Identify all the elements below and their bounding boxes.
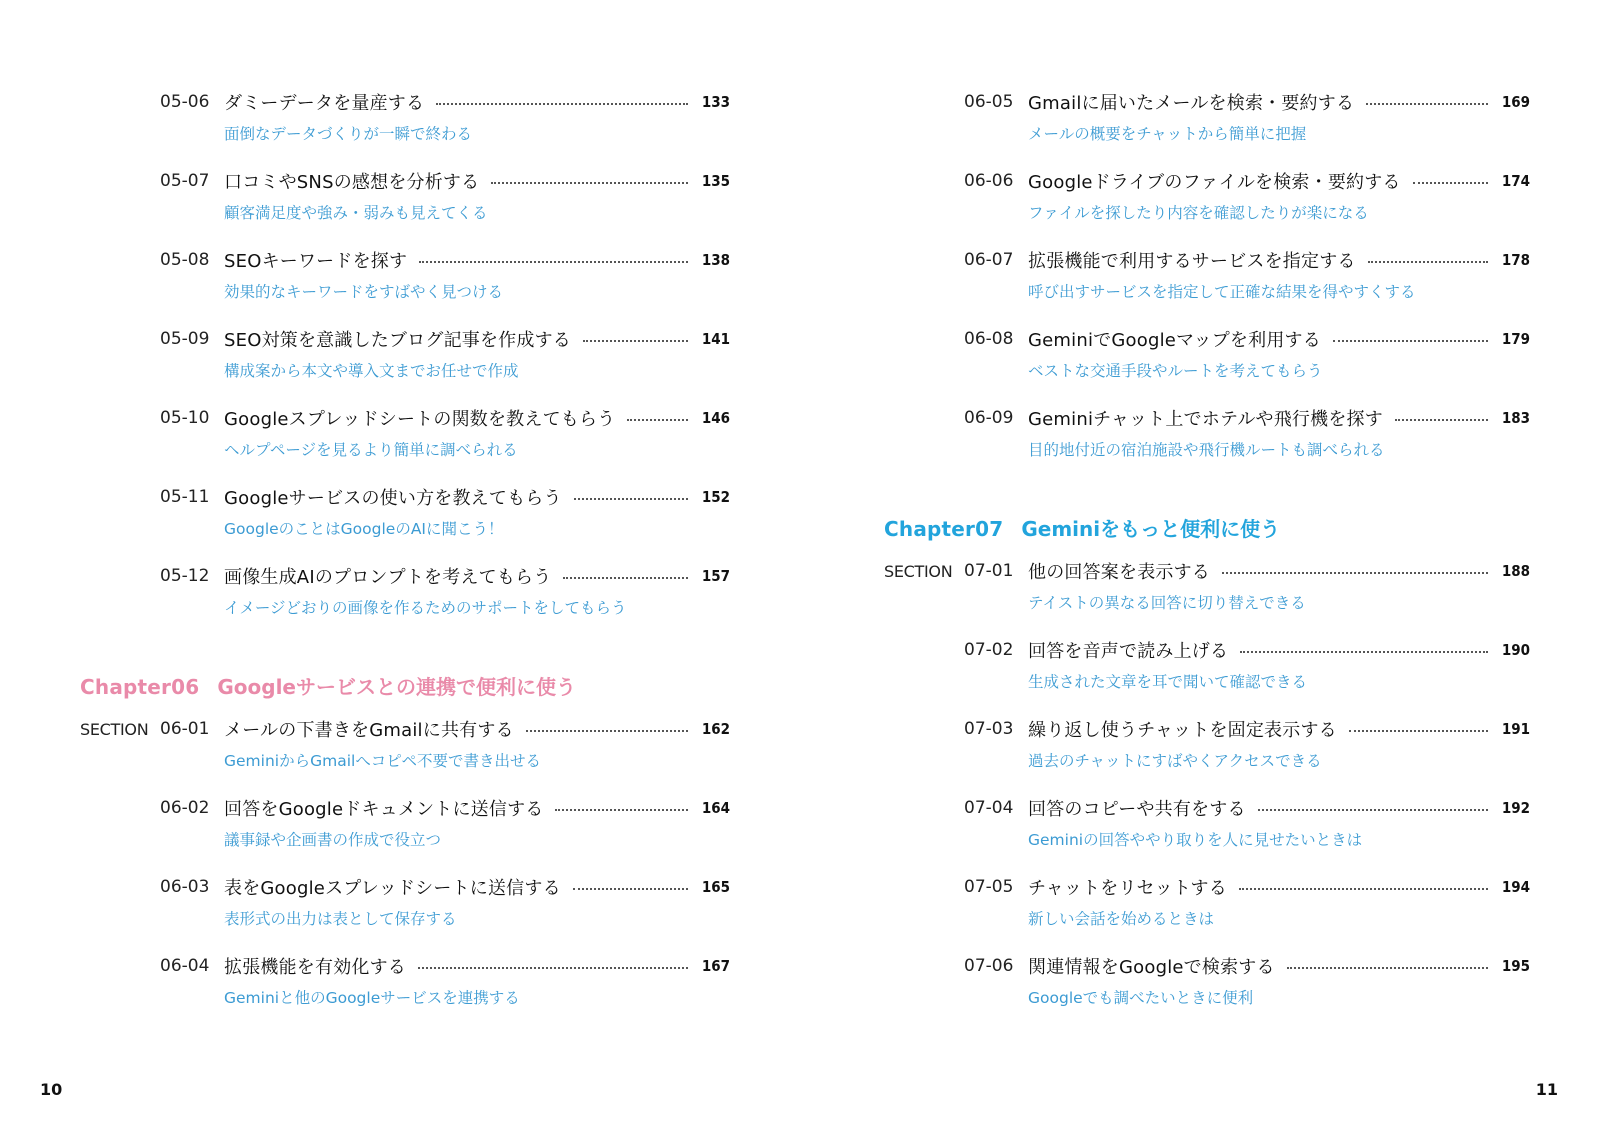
toc-entry-line xyxy=(884,557,1530,585)
section-subtitle: GoogleのことはGoogleのAIに聞こう！ xyxy=(224,520,504,538)
toc-entry xyxy=(80,325,730,404)
section-subtitle: 面倒なデータづくりが一瞬で終わる xyxy=(224,125,473,143)
page-reference: 162 xyxy=(701,720,730,738)
toc-entry-line xyxy=(80,715,730,743)
toc-entry xyxy=(80,873,730,952)
toc-entry xyxy=(884,636,1530,715)
section-subtitle: ベストな交通手段やルートを考えてもらう xyxy=(1028,362,1323,380)
page-reference: 192 xyxy=(1501,799,1530,817)
section-number: 07-06 xyxy=(964,956,1014,976)
toc-list-bottom xyxy=(80,715,730,1031)
section-title: 画像生成AIのプロンプトを考えてもらう xyxy=(224,567,552,588)
dot-leader xyxy=(1333,338,1488,342)
toc-entry xyxy=(884,404,1530,483)
toc-column-left xyxy=(80,88,730,1031)
page-reference: 164 xyxy=(701,799,730,817)
toc-entry-line xyxy=(80,325,730,353)
toc-entry-line xyxy=(884,952,1530,980)
toc-entry xyxy=(80,794,730,873)
chapter-title: Googleサービスとの連携で便利に使う xyxy=(217,675,576,699)
section-subtitle: Googleでも調べたいときに便利 xyxy=(1028,989,1254,1007)
page-reference: 179 xyxy=(1501,330,1530,348)
page-reference: 188 xyxy=(1501,562,1530,580)
dot-leader xyxy=(419,259,688,263)
toc-entry xyxy=(884,167,1530,246)
page-reference: 133 xyxy=(701,93,730,111)
page-number: 11 xyxy=(1535,1080,1558,1099)
page-reference: 183 xyxy=(1501,409,1530,427)
toc-list-top xyxy=(884,88,1530,483)
toc-entry xyxy=(884,794,1530,873)
section-title: Googleスプレッドシートの関数を教えてもらう xyxy=(224,409,616,430)
toc-entry xyxy=(884,715,1530,794)
toc-entry xyxy=(80,88,730,167)
toc-entry xyxy=(80,483,730,562)
dot-leader xyxy=(1368,259,1488,263)
dot-leader xyxy=(583,338,688,342)
dot-leader xyxy=(526,728,688,732)
toc-entry-line xyxy=(80,88,730,116)
toc-entry xyxy=(80,246,730,325)
dot-leader xyxy=(1349,728,1488,732)
section-number: 05-10 xyxy=(160,408,210,428)
section-number: 05-11 xyxy=(160,487,210,507)
dot-leader xyxy=(563,575,688,579)
toc-entry xyxy=(80,715,730,794)
page-reference: 152 xyxy=(701,488,730,506)
page-reference: 178 xyxy=(1501,251,1530,269)
page-reference: 141 xyxy=(701,330,730,348)
section-number: 06-03 xyxy=(160,877,210,897)
chapter-label: Chapter07 xyxy=(884,517,1004,541)
section-title: 繰り返し使うチャットを固定表示する xyxy=(1028,720,1337,741)
section-number: 06-06 xyxy=(964,171,1014,191)
dot-leader xyxy=(491,180,688,184)
dot-leader xyxy=(555,807,688,811)
section-subtitle: Geminiの回答ややり取りを人に見せたいときは xyxy=(1028,831,1363,849)
section-title: 回答をGoogleドキュメントに送信する xyxy=(224,799,544,820)
section-subtitle: イメージどおりの画像を作るためのサポートをしてもらう xyxy=(224,599,627,617)
section-title: メールの下書きをGmailに共有する xyxy=(224,720,514,741)
page-reference: 190 xyxy=(1501,641,1530,659)
section-number: 07-03 xyxy=(964,719,1014,739)
toc-entry-line xyxy=(80,246,730,274)
toc-entry-line xyxy=(80,873,730,901)
dot-leader xyxy=(1222,570,1488,574)
section-subtitle: ヘルプページを見るより簡単に調べられる xyxy=(224,441,518,459)
section-prefix: SECTION xyxy=(80,719,149,739)
dot-leader xyxy=(1287,965,1488,969)
dot-leader xyxy=(1366,101,1488,105)
section-prefix: SECTION xyxy=(884,561,953,581)
section-subtitle: メールの概要をチャットから簡単に把握 xyxy=(1028,125,1307,143)
section-title: 回答のコピーや共有をする xyxy=(1028,799,1246,820)
toc-entry-line xyxy=(80,483,730,511)
toc-entry-line xyxy=(80,404,730,432)
page-reference: 167 xyxy=(701,957,730,975)
section-subtitle: ファイルを探したり内容を確認したりが楽になる xyxy=(1028,204,1369,222)
section-number: 06-07 xyxy=(964,250,1014,270)
section-subtitle: 議事録や企画書の作成で役立つ xyxy=(224,831,442,849)
section-number: 05-08 xyxy=(160,250,210,270)
section-number: 07-05 xyxy=(964,877,1014,897)
section-title: 関連情報をGoogleで検索する xyxy=(1028,957,1275,978)
page-reference: 165 xyxy=(701,878,730,896)
section-title: Geminiチャット上でホテルや飛行機を探す xyxy=(1028,409,1383,430)
toc-entry xyxy=(80,562,730,641)
dot-leader xyxy=(418,965,688,969)
section-number: 06-08 xyxy=(964,329,1014,349)
toc-entry-line xyxy=(884,404,1530,432)
toc-list-bottom xyxy=(884,557,1530,1031)
toc-entry-line xyxy=(80,167,730,195)
section-number: 06-01 xyxy=(160,719,210,739)
toc-entry-line xyxy=(884,794,1530,822)
section-title: 口コミやSNSの感想を分析する xyxy=(224,172,480,193)
section-title: 拡張機能を有効化する xyxy=(224,957,406,978)
section-title: 表をGoogleスプレッドシートに送信する xyxy=(224,878,561,899)
section-subtitle: 過去のチャットにすばやくアクセスできる xyxy=(1028,752,1322,770)
chapter-title: Geminiをもっと便利に使う xyxy=(1021,517,1281,541)
toc-entry-line xyxy=(884,88,1530,116)
page-reference: 195 xyxy=(1501,957,1530,975)
right-page xyxy=(800,0,1600,1135)
dot-leader xyxy=(1258,807,1488,811)
toc-entry xyxy=(884,952,1530,1031)
section-number: 06-09 xyxy=(964,408,1014,428)
section-subtitle: 目的地付近の宿泊施設や飛行機ルートも調べられる xyxy=(1028,441,1385,459)
section-number: 06-04 xyxy=(160,956,210,976)
section-title: ダミーデータを量産する xyxy=(224,93,425,114)
section-subtitle: 表形式の出力は表として保存する xyxy=(224,910,457,928)
toc-entry-line xyxy=(884,325,1530,353)
section-subtitle: 顧客満足度や強み・弱みも見えてくる xyxy=(224,204,488,222)
section-number: 07-01 xyxy=(964,561,1014,581)
dot-leader xyxy=(1413,180,1488,184)
toc-entry xyxy=(884,325,1530,404)
section-number: 05-12 xyxy=(160,566,210,586)
chapter-heading xyxy=(884,513,1530,549)
section-title: Gmailに届いたメールを検索・要約する xyxy=(1028,93,1355,114)
section-number: 06-05 xyxy=(964,92,1014,112)
page-reference: 169 xyxy=(1501,93,1530,111)
section-title: Googleサービスの使い方を教えてもらう xyxy=(224,488,562,509)
toc-entry-line xyxy=(80,562,730,590)
toc-entry-line xyxy=(884,715,1530,743)
section-title: GeminiでGoogleマップを利用する xyxy=(1028,330,1321,351)
toc-entry-line xyxy=(884,246,1530,274)
page-reference: 191 xyxy=(1501,720,1530,738)
section-subtitle: 呼び出すサービスを指定して正確な結果を得やすくする xyxy=(1028,283,1416,301)
toc-entry xyxy=(884,88,1530,167)
section-subtitle: テイストの異なる回答に切り替えできる xyxy=(1028,594,1306,612)
dot-leader xyxy=(573,886,688,890)
dot-leader xyxy=(436,101,688,105)
dot-leader xyxy=(574,496,688,500)
section-number: 07-04 xyxy=(964,798,1014,818)
toc-entry xyxy=(884,873,1530,952)
page-reference: 135 xyxy=(701,172,730,190)
toc-entry xyxy=(80,404,730,483)
section-number: 05-06 xyxy=(160,92,210,112)
section-title: SEOキーワードを探す xyxy=(224,251,408,272)
toc-list-top xyxy=(80,88,730,641)
toc-entry xyxy=(884,557,1530,636)
section-subtitle: 構成案から本文や導入文までお任せで作成 xyxy=(224,362,519,380)
section-number: 05-09 xyxy=(160,329,210,349)
page-number: 10 xyxy=(40,1080,63,1099)
toc-entry-line xyxy=(80,794,730,822)
toc-entry xyxy=(80,167,730,246)
toc-entry-line xyxy=(884,873,1530,901)
page-reference: 157 xyxy=(701,567,730,585)
toc-entry-line xyxy=(80,952,730,980)
section-title: 回答を音声で読み上げる xyxy=(1028,641,1229,662)
section-subtitle: 新しい会話を始めるときは xyxy=(1028,910,1215,928)
dot-leader xyxy=(627,417,688,421)
section-title: Googleドライブのファイルを検索・要約する xyxy=(1028,172,1401,193)
toc-entry xyxy=(884,246,1530,325)
page-reference: 138 xyxy=(701,251,730,269)
page-reference: 146 xyxy=(701,409,730,427)
section-title: 拡張機能で利用するサービスを指定する xyxy=(1028,251,1356,272)
toc-column-right xyxy=(884,88,1530,1031)
section-number: 07-02 xyxy=(964,640,1014,660)
chapter-heading xyxy=(80,671,730,707)
dot-leader xyxy=(1239,886,1488,890)
section-subtitle: Geminiと他のGoogleサービスを連携する xyxy=(224,989,520,1007)
toc-entry-line xyxy=(884,636,1530,664)
section-number: 05-07 xyxy=(160,171,210,191)
toc-entry xyxy=(80,952,730,1031)
section-number: 06-02 xyxy=(160,798,210,818)
section-subtitle: 効果的なキーワードをすばやく見つける xyxy=(224,283,504,301)
page-reference: 194 xyxy=(1501,878,1530,896)
dot-leader xyxy=(1395,417,1488,421)
section-subtitle: GeminiからGmailへコピペ不要で書き出せる xyxy=(224,752,541,770)
chapter-label: Chapter06 xyxy=(80,675,200,699)
section-title: チャットをリセットする xyxy=(1028,878,1227,899)
page-reference: 174 xyxy=(1501,172,1530,190)
section-subtitle: 生成された文章を耳で聞いて確認できる xyxy=(1028,673,1308,691)
dot-leader xyxy=(1240,649,1488,653)
section-title: SEO対策を意識したブログ記事を作成する xyxy=(224,330,571,351)
section-title: 他の回答案を表示する xyxy=(1028,562,1210,583)
toc-entry-line xyxy=(884,167,1530,195)
